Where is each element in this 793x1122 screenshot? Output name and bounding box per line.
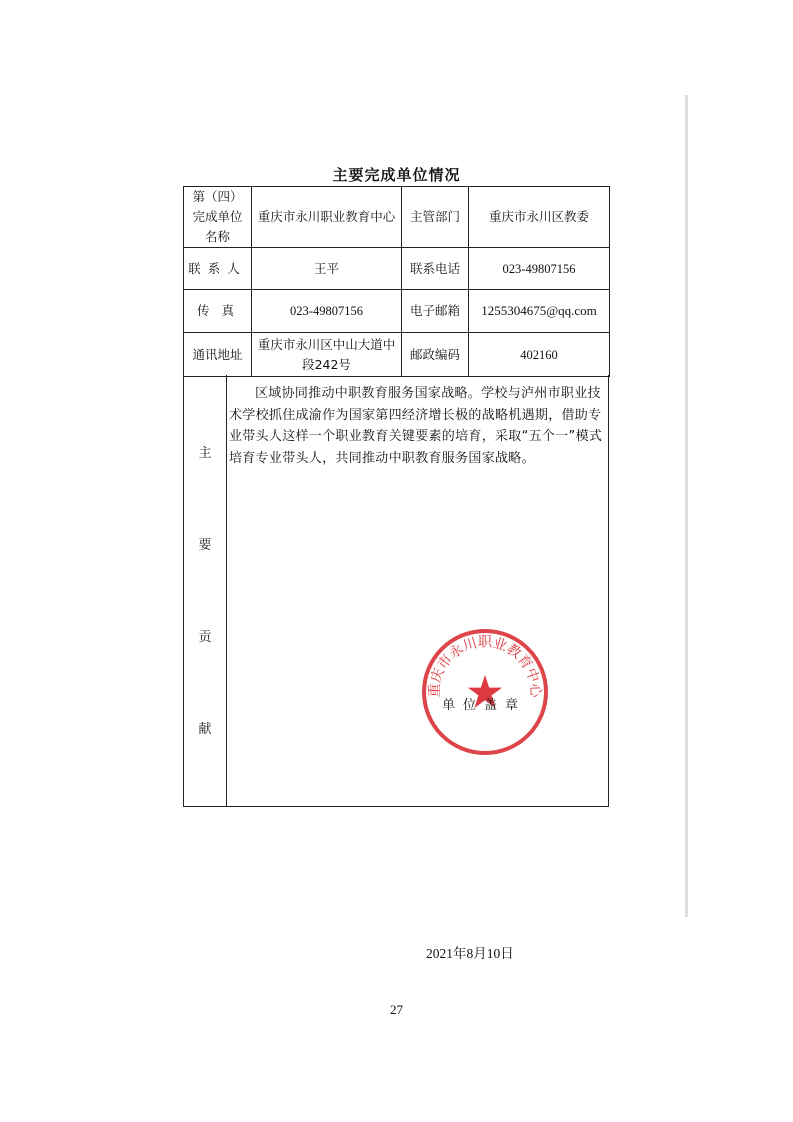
table-row xyxy=(184,248,610,290)
address-value: 重庆市永川区中山大道中段242号 xyxy=(252,333,402,377)
postcode-label: 邮政编码 xyxy=(402,333,469,377)
contribution-label-column xyxy=(184,375,227,806)
page-number: 27 xyxy=(390,1002,403,1017)
unit-name-value: 重庆市永川职业教育中心 xyxy=(252,187,402,248)
contribution-label-char: 贡 xyxy=(198,630,212,645)
seal-circular-text: 重庆市永川职业教育中心 xyxy=(426,634,544,698)
contribution-label-char: 献 xyxy=(198,722,212,737)
sign-date: 2021年8月10日 xyxy=(426,946,514,961)
unit-info-form xyxy=(183,186,609,961)
page-title: 主要完成单位情况 xyxy=(332,166,461,184)
contact-label: 联系人 xyxy=(184,248,252,290)
official-seal xyxy=(420,627,550,757)
table-row xyxy=(184,333,610,377)
fax-label: 传 真 xyxy=(184,290,252,333)
contact-value: 王平 xyxy=(252,248,402,290)
department-label: 主管部门 xyxy=(402,187,469,248)
fax-value: 023-49807156 xyxy=(252,290,402,333)
contribution-section xyxy=(183,375,609,961)
seal-label: 单位盖章 xyxy=(442,698,527,713)
phone-label: 联系电话 xyxy=(402,248,469,290)
department-value: 重庆市永川区教委 xyxy=(469,187,610,248)
contribution-label-char: 主 xyxy=(198,446,212,461)
contribution-text: 区域协同推动中职教育服务国家战略。学校与泸州市职业技术学校抓住成渝作为国家第四经济增长极的战略机遇期，借助专业带头人这样一个职业教育关键要素的培育，采取“五个一”模式培育专业带头人，共同推动中职教育服务国家战略。 xyxy=(229,386,603,466)
unit-name-label: 第（四）完成单位名称 xyxy=(184,187,252,248)
page-edge-rule xyxy=(685,95,688,917)
address-label: 通讯地址 xyxy=(184,333,252,377)
contribution-label-char: 要 xyxy=(198,538,212,553)
postcode-value: 402160 xyxy=(469,333,610,377)
phone-value: 023-49807156 xyxy=(469,248,610,290)
email-value: 1255304675@qq.com xyxy=(469,290,610,333)
email-label: 电子邮箱 xyxy=(402,290,469,333)
unit-info-table xyxy=(183,186,610,377)
table-row xyxy=(184,290,610,333)
table-row xyxy=(184,187,610,248)
